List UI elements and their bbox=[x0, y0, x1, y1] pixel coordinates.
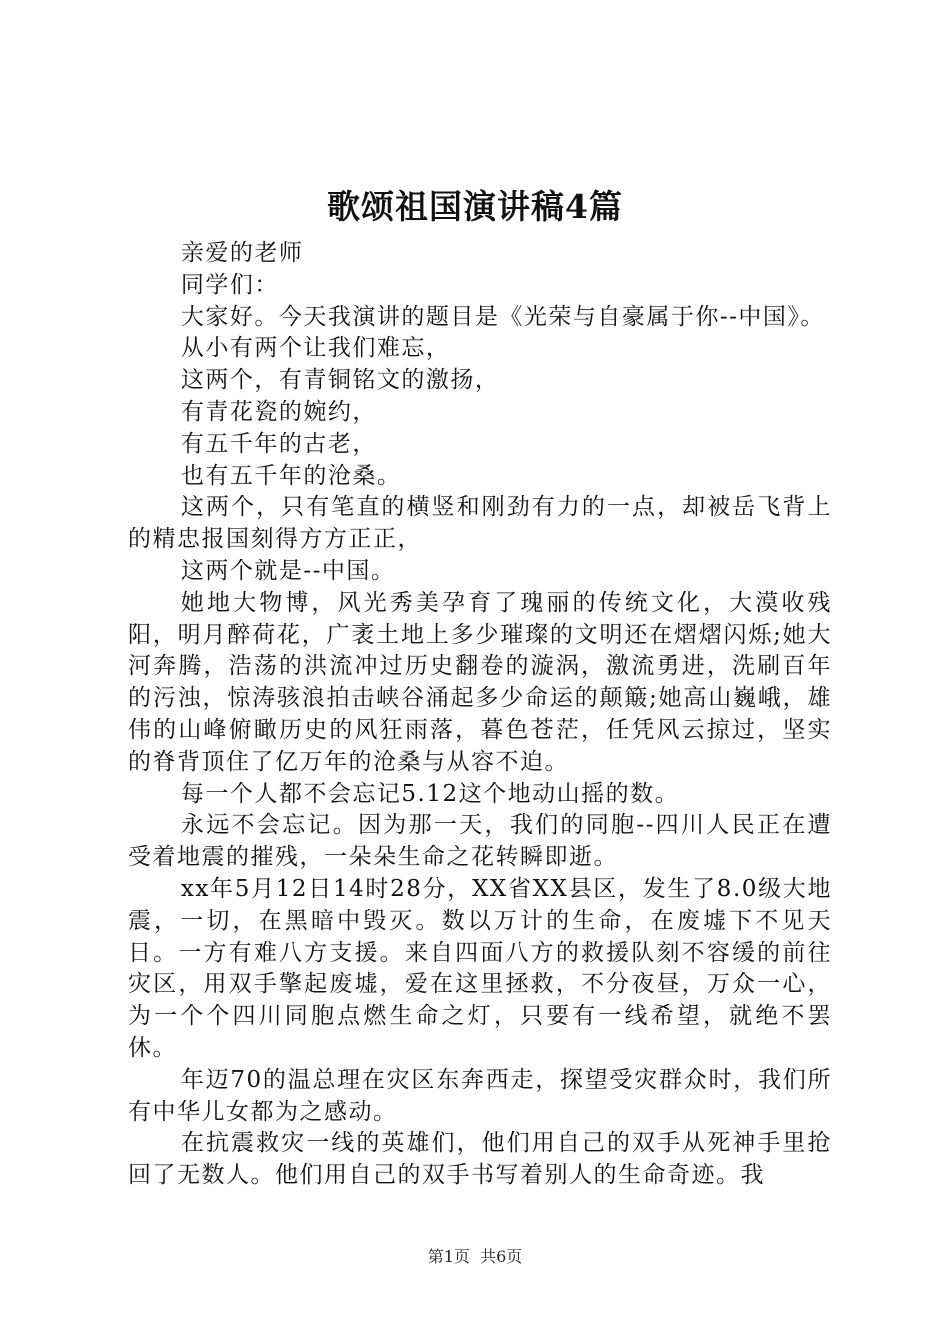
paragraph: 她地大物博，风光秀美孕育了瑰丽的传统文化，大漠收残阳，明月醉荷花，广袤土地上多少璀璨的文明还在熠熠闪烁;她大河奔腾，浩荡的洪流冲过历史翻卷的漩涡，激流勇进，洗刷百年的污浊，惊涛骇浪拍击峡谷涌起多少命运的颠簸;她高山巍峨，雄伟的山峰俯瞰历史的风狂雨落，暮色苍茫，任凭风云掠过，坚实的脊背顶住了亿万年的沧桑与从容不迫。 bbox=[128, 589, 832, 775]
page-footer bbox=[0, 1245, 950, 1269]
page-total: 共6页 bbox=[480, 1247, 523, 1266]
paragraph: 永远不会忘记。因为那一天，我们的同胞--四川人民正在遭受着地震的摧残，一朵朵生命之花转瞬即逝。 bbox=[128, 812, 832, 871]
paragraph: xx年5月12日14时28分，XX省XX县区，发生了8.0级大地震，一切，在黑暗中毁灭。数以万计的生命，在废墟下不见天日。一方有难八方支援。来自四面八方的救援队刻不容缓的前往灾区，用双手擎起废墟，爱在这里拯救，不分夜昼，万众一心，为一个个四川同胞点燃生命之灯，只要有一线希望，就绝不罢休。 bbox=[128, 875, 832, 1061]
paragraph: 有青花瓷的婉约， bbox=[180, 398, 377, 425]
paragraph: 在抗震救灾一线的英雄们，他们用自己的双手从死神手里抢回了无数人。他们用自己的双手书写着别人的生命奇迹。我 bbox=[128, 1130, 832, 1189]
paragraph: 从小有两个让我们难忘， bbox=[180, 335, 451, 362]
document-body bbox=[128, 238, 832, 1192]
paragraph: 这两个，有青铜铭文的激扬， bbox=[180, 367, 500, 394]
paragraph: 大家好。今天我演讲的题目是《光荣与自豪属于你--中国》。 bbox=[180, 303, 825, 330]
paragraph: 这两个，只有笔直的横竖和刚劲有力的一点，却被岳飞背上的精忠报国刻得方方正正， bbox=[128, 494, 832, 553]
document-title: 歌颂祖国演讲稿4篇 bbox=[327, 187, 623, 226]
footer-spacer bbox=[470, 1247, 480, 1266]
paragraph: 有五千年的古老， bbox=[180, 430, 377, 457]
paragraph: 同学们： bbox=[180, 271, 279, 298]
paragraph: 每一个人都不会忘记5.12这个地动山摇的数。 bbox=[180, 780, 680, 807]
paragraph: 亲爱的老师 bbox=[180, 240, 304, 266]
paragraph: 也有五千年的沧桑。 bbox=[180, 462, 402, 489]
paragraph: 这两个就是--中国。 bbox=[180, 557, 396, 584]
paragraph: 年迈70的温总理在灾区东奔西走，探望受灾群众时，我们所有中华儿女都为之感动。 bbox=[128, 1066, 832, 1125]
page-number: 第1页 bbox=[427, 1247, 470, 1266]
